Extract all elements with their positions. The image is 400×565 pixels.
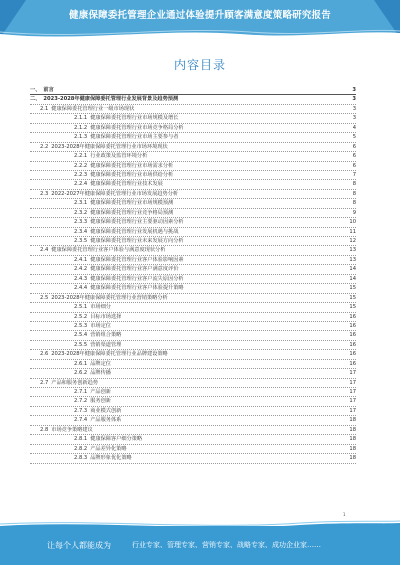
toc-entry-title: 产品服务体系 bbox=[90, 417, 122, 424]
toc-entry-number: 2.5 bbox=[40, 294, 49, 301]
toc-entry-page: 18 bbox=[349, 455, 356, 462]
toc-entry[interactable] bbox=[30, 322, 356, 331]
toc-entry-number: 2.5.2 bbox=[74, 313, 88, 320]
toc-entry-number: 2.3.4 bbox=[74, 228, 88, 235]
toc-entry[interactable] bbox=[30, 284, 356, 293]
toc-entry[interactable] bbox=[30, 294, 356, 303]
toc-entry-title: 健康保障委托管理行业市场竞争格局分析 bbox=[90, 124, 184, 131]
toc-entry-title: 健康保障委托管理行业客户体验与满意度现状分析 bbox=[51, 247, 166, 254]
toc-entry-title: 目标市场选择 bbox=[90, 313, 122, 320]
toc-entry[interactable] bbox=[30, 379, 356, 388]
toc-entry-title: 健康保障委托管理行业市场规模预测 bbox=[90, 200, 174, 207]
toc-entry[interactable] bbox=[30, 407, 356, 416]
toc-entry[interactable] bbox=[30, 369, 356, 378]
toc-entry-page: 17 bbox=[349, 389, 356, 395]
toc-entry-title: 行业政策及监管环境分析 bbox=[90, 153, 148, 160]
toc-entry-title: 营销渠道管理 bbox=[90, 341, 122, 348]
toc-entry[interactable] bbox=[30, 454, 356, 463]
toc-entry-title: 品牌形象优化策略 bbox=[90, 455, 132, 462]
toc-entry-title: 市场定位 bbox=[90, 322, 111, 329]
toc-entry-title: 健康保障委托管理行业技术发展 bbox=[90, 181, 163, 188]
toc-entry[interactable] bbox=[30, 350, 356, 359]
toc-entry-number: 2.1.1 bbox=[74, 115, 88, 122]
report-title: 健康保障委托管理企业通过体验提升顾客满意度策略研究报告 bbox=[69, 10, 331, 21]
toc-entry-page: 13 bbox=[349, 247, 356, 254]
toc-entry[interactable] bbox=[30, 152, 356, 161]
toc-entry-number: 二、 bbox=[30, 96, 41, 103]
toc-entry-number: 2.4 bbox=[40, 247, 49, 254]
toc-entry-page: 17 bbox=[349, 379, 356, 386]
toc-entry[interactable] bbox=[30, 86, 356, 95]
toc-entry[interactable] bbox=[30, 114, 356, 123]
toc-entry-title: 健康保障委托管理行业一级市场现状 bbox=[51, 105, 135, 112]
toc-entry-page: 6 bbox=[352, 162, 356, 169]
toc-entry[interactable] bbox=[30, 209, 356, 218]
toc-entry-page: 15 bbox=[349, 294, 356, 301]
toc-entry[interactable] bbox=[30, 313, 356, 322]
toc-entry[interactable] bbox=[30, 246, 356, 255]
toc-entry-title: 产品和服务创新趋势 bbox=[51, 379, 98, 386]
toc-entry-title: 2023-2028年健康保障委托管理行业发展背景及趋势预测 bbox=[43, 96, 179, 103]
toc-entry-number: 2.5.3 bbox=[74, 322, 88, 329]
toc-entry-page: 14 bbox=[349, 275, 356, 282]
toc-entry[interactable] bbox=[30, 426, 356, 435]
toc-entry-page: 8 bbox=[352, 190, 356, 197]
toc-entry-number: 2.8.3 bbox=[74, 455, 88, 462]
toc-entry-title: 服务创新 bbox=[90, 398, 111, 405]
toc-entry-number: 2.5.4 bbox=[74, 332, 88, 339]
toc-entry-number: 2.7.3 bbox=[74, 407, 88, 414]
toc-entry-number: 2.8 bbox=[40, 426, 49, 433]
toc-entry-page: 18 bbox=[349, 417, 356, 424]
toc-entry-title: 健康保障委托管理行业竞争格局预测 bbox=[90, 209, 174, 216]
toc-entry-title: 健康保障委托管理行业发展机遇与挑战 bbox=[90, 228, 179, 235]
toc-entry-page: 9 bbox=[352, 209, 356, 216]
toc-entry[interactable] bbox=[30, 360, 356, 369]
toc-entry-page: 15 bbox=[349, 304, 356, 311]
toc-entry-page: 12 bbox=[349, 238, 356, 244]
toc-entry[interactable] bbox=[30, 171, 356, 180]
toc-entry[interactable] bbox=[30, 275, 356, 284]
toc-entry-title: 市场细分 bbox=[90, 304, 111, 311]
toc-entry[interactable] bbox=[30, 133, 356, 142]
toc-entry-number: 一、 bbox=[30, 87, 41, 93]
toc-entry-page: 3 bbox=[352, 105, 356, 112]
toc-entry-number: 2.6.1 bbox=[74, 360, 88, 367]
toc-entry-number: 2.8.2 bbox=[74, 445, 88, 452]
toc-entry[interactable] bbox=[30, 237, 356, 246]
toc-entry-number: 2.4.1 bbox=[74, 256, 88, 263]
toc-entry-title: 健康保障委托管理行业客户体验提升策略 bbox=[90, 285, 184, 292]
toc-entry-page: 16 bbox=[349, 332, 356, 339]
toc-entry-number: 2.1.2 bbox=[74, 124, 88, 131]
toc-entry-number: 2.8.1 bbox=[74, 436, 88, 443]
toc-entry-number: 2.4.2 bbox=[74, 266, 88, 273]
toc-entry-title: 前言 bbox=[43, 87, 54, 93]
toc-entry-title: 健康保障委托管理行业市场需求分析 bbox=[90, 162, 174, 169]
toc-entry-page: 5 bbox=[352, 134, 356, 141]
toc-entry[interactable] bbox=[30, 331, 356, 340]
toc-entry[interactable] bbox=[30, 105, 356, 114]
toc-entry-page: 18 bbox=[349, 445, 356, 452]
toc-entry-page: 13 bbox=[349, 256, 356, 263]
toc-entry-number: 2.3.1 bbox=[74, 200, 88, 207]
footer-roles: 行业专家、管理专家、营销专家、战略专家、成功企业家…… bbox=[132, 541, 321, 549]
toc-entry[interactable] bbox=[30, 143, 356, 152]
toc-entry-number: 2.6 bbox=[40, 351, 49, 358]
toc-entry-page: 18 bbox=[349, 426, 356, 433]
toc-entry-page: 4 bbox=[352, 124, 356, 131]
toc-entry-number: 2.1 bbox=[40, 105, 49, 112]
toc-entry-title: 健康保障委托管理行业客户流失原因分析 bbox=[90, 275, 184, 282]
toc-entry[interactable] bbox=[30, 190, 356, 199]
toc-entry-number: 2.2.1 bbox=[74, 153, 88, 160]
toc-entry-page: 17 bbox=[349, 370, 356, 377]
toc-entry-title: 市场竞争策略建议 bbox=[51, 426, 93, 433]
toc-entry-page: 17 bbox=[349, 407, 356, 414]
toc-entry[interactable] bbox=[30, 228, 356, 237]
toc-entry-title: 2023-2028年健康保障委托管理行业营销策略分析 bbox=[51, 294, 168, 301]
toc-entry-page: 15 bbox=[349, 285, 356, 292]
toc-entry[interactable] bbox=[30, 341, 356, 350]
toc-entry-title: 2023-2028年健康保障委托管理行业品牌建设策略 bbox=[51, 351, 168, 358]
toc-entry[interactable] bbox=[30, 124, 356, 133]
toc-entry-number: 2.7.4 bbox=[74, 417, 88, 424]
toc-entry-title: 营销组合策略 bbox=[90, 332, 122, 339]
toc-entry-number: 2.4.4 bbox=[74, 285, 88, 292]
toc-entry[interactable] bbox=[30, 416, 356, 425]
toc-entry-title: 产品差异化策略 bbox=[90, 445, 127, 452]
toc-entry-page: 11 bbox=[349, 228, 356, 235]
toc-entry-title: 健康保障委托管理行业客户体验影响因素 bbox=[90, 256, 184, 263]
toc-entry-title: 2022-2027年健康保障委托管理行业市场发展趋势分析 bbox=[51, 190, 179, 197]
toc-entry-title: 健康保障委托管理行业市场主要参与者 bbox=[90, 134, 179, 141]
toc-entry-number: 2.2.4 bbox=[74, 181, 88, 188]
toc-entry-page: 16 bbox=[349, 313, 356, 320]
toc-entry-page: 6 bbox=[352, 153, 356, 160]
toc-entry-page: 8 bbox=[352, 200, 356, 207]
toc-entry-title: 健康保障委托管理行业客户满意度评价 bbox=[90, 266, 179, 273]
toc-entry-page: 3 bbox=[352, 96, 356, 103]
toc-entry[interactable] bbox=[30, 199, 356, 208]
toc-entry-title: 健康保障委托管理行业未来发展方向分析 bbox=[90, 238, 184, 244]
toc-entry-number: 2.2.2 bbox=[74, 162, 88, 169]
toc-entry-page: 16 bbox=[349, 341, 356, 348]
toc-entry-page: 16 bbox=[349, 360, 356, 367]
toc-entry-number: 2.7.2 bbox=[74, 398, 88, 405]
toc-entry-page: 14 bbox=[349, 266, 356, 273]
toc-entry[interactable] bbox=[30, 388, 356, 397]
toc-entry[interactable] bbox=[30, 397, 356, 406]
toc-entry-page: 3 bbox=[352, 115, 356, 122]
toc-entry-title: 品牌定位 bbox=[90, 360, 111, 367]
toc-entry-page: 18 bbox=[349, 436, 356, 443]
toc-entry-number: 2.5.1 bbox=[74, 304, 88, 311]
toc-entry-title: 健康保障客户细分策略 bbox=[90, 436, 143, 443]
toc-entry-number: 2.7.1 bbox=[74, 389, 88, 395]
toc-entry-number: 2.7 bbox=[40, 379, 49, 386]
toc-entry[interactable] bbox=[30, 445, 356, 454]
toc-entry-number: 2.5.5 bbox=[74, 341, 88, 348]
toc-entry-title: 健康保障委托管理行业主要驱动因素分析 bbox=[90, 219, 184, 226]
toc-entry-number: 2.2.3 bbox=[74, 171, 88, 178]
toc-entry-page: 8 bbox=[352, 181, 356, 188]
toc-entry[interactable] bbox=[30, 435, 356, 444]
toc-entry-title: 商业模式创新 bbox=[90, 407, 122, 414]
toc-entry-page: 3 bbox=[352, 87, 356, 93]
toc-entry-page: 7 bbox=[352, 171, 356, 178]
toc-entry[interactable] bbox=[30, 95, 356, 104]
toc-entry-page: 16 bbox=[349, 322, 356, 329]
toc-entry[interactable] bbox=[30, 265, 356, 274]
toc-entry-number: 2.4.3 bbox=[74, 275, 88, 282]
toc-entry[interactable] bbox=[30, 180, 356, 189]
toc-entry[interactable] bbox=[30, 218, 356, 227]
toc-entry-page: 10 bbox=[349, 219, 356, 226]
table-of-contents bbox=[30, 86, 356, 464]
toc-entry-page: 17 bbox=[349, 398, 356, 405]
toc-entry-number: 2.3 bbox=[40, 190, 49, 197]
footer-slogan: 让每个人都能成为 bbox=[47, 541, 111, 550]
toc-entry[interactable] bbox=[30, 162, 356, 171]
toc-entry-number: 2.2 bbox=[40, 143, 49, 150]
toc-entry-number: 2.3.2 bbox=[74, 209, 88, 216]
toc-entry-page: 6 bbox=[352, 143, 356, 150]
toc-entry-title: 2023-2028年健康保障委托管理行业市场环境现状 bbox=[51, 143, 168, 150]
toc-entry[interactable] bbox=[30, 256, 356, 265]
toc-entry-number: 2.1.3 bbox=[74, 134, 88, 141]
toc-entry-title: 产品创新 bbox=[90, 389, 111, 395]
toc-entry-number: 2.3.3 bbox=[74, 219, 88, 226]
toc-entry-title: 品牌传播 bbox=[90, 370, 111, 377]
toc-entry-title: 健康保障委托管理行业市场规模及增长 bbox=[90, 115, 179, 122]
toc-entry-number: 2.6.2 bbox=[74, 370, 88, 377]
toc-entry-title: 健康保障委托管理行业市场供给分析 bbox=[90, 171, 174, 178]
toc-entry-page: 16 bbox=[349, 351, 356, 358]
toc-entry[interactable] bbox=[30, 303, 356, 312]
page-number: 1 bbox=[343, 512, 346, 517]
toc-heading: 内容目录 bbox=[173, 58, 226, 72]
toc-entry-number: 2.3.5 bbox=[74, 238, 88, 244]
